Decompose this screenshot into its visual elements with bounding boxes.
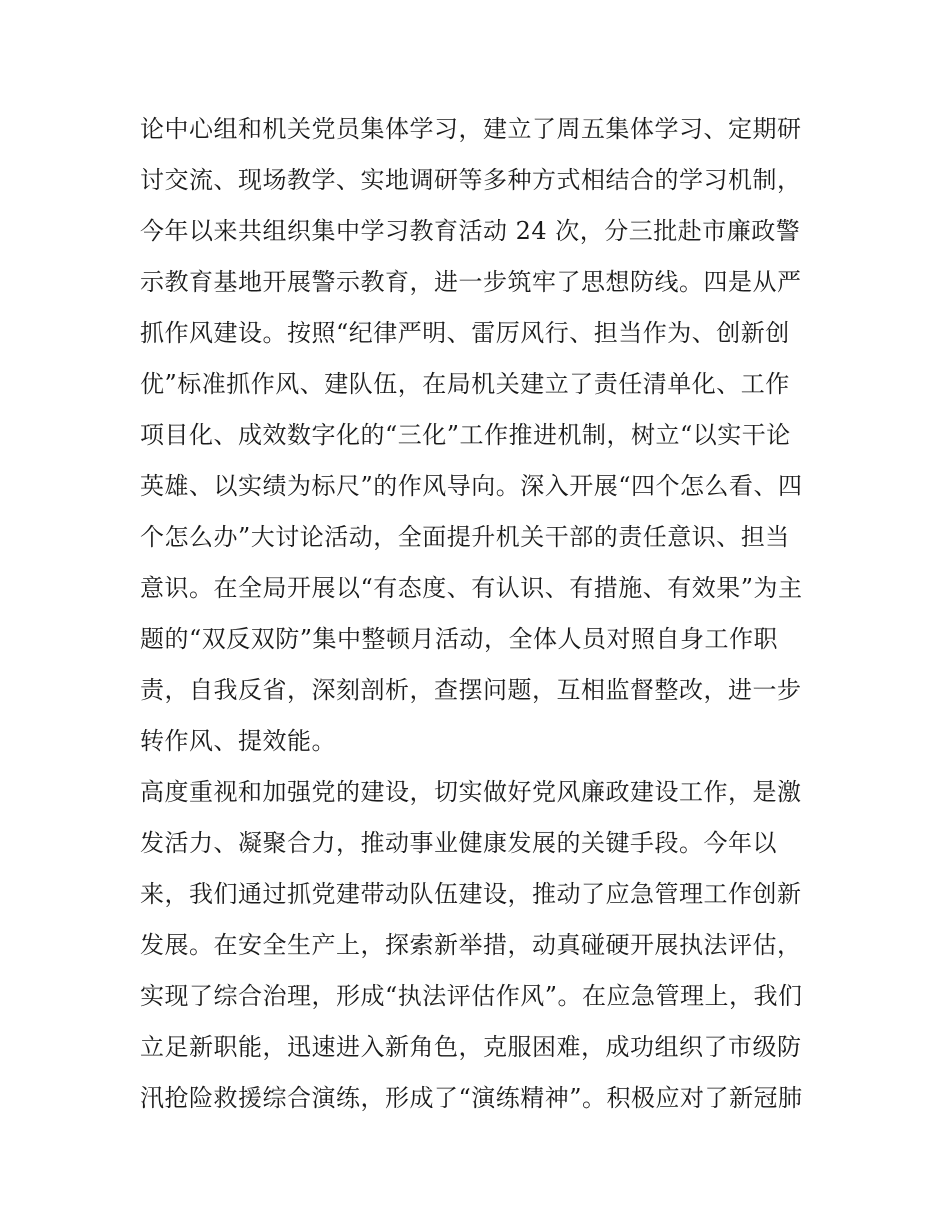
text-line: 高度重视和加强党的建设，切实做好党风廉政建设工作，是激	[140, 778, 802, 806]
text-line: 今年以来共组织集中学习教育活动 24 次，分三批赴市廉政警	[140, 217, 801, 245]
text-line: 转作风、提效能。	[140, 727, 336, 755]
text-line: 实现了综合治理，形成“执法评估作风”。在应急管理上，我们	[140, 982, 803, 1010]
text-line: 项目化、成效数字化的“三化”工作推进机制，树立“以实干论	[140, 421, 791, 449]
text-line: 讨交流、现场教学、实地调研等多种方式相结合的学习机制，	[140, 166, 802, 194]
text-line: 来，我们通过抓党建带动队伍建设，推动了应急管理工作创新	[140, 880, 802, 908]
text-line: 示教育基地开展警示教育，进一步筑牢了思想防线。四是从严	[140, 268, 802, 296]
text-line: 优”标准抓作风、建队伍，在局机关建立了责任清单化、工作	[140, 370, 790, 398]
text-line: 抓作风建设。按照“纪律严明、雷厉风行、担当作为、创新创	[140, 319, 790, 347]
text-line: 个怎么办”大讨论活动，全面提升机关干部的责任意识、担当	[140, 523, 790, 551]
paragraph-1	[140, 104, 820, 767]
text-line: 立足新职能，迅速进入新角色，克服困难，成功组织了市级防	[140, 1033, 802, 1061]
text-line: 责，自我反省，深刻剖析，查摆问题，互相监督整改，进一步	[140, 676, 802, 704]
text-line: 发展。在安全生产上，探索新举措，动真碰硬开展执法评估，	[140, 931, 802, 959]
text-line: 英雄、以实绩为标尺”的作风导向。深入开展“四个怎么看、四	[140, 472, 803, 500]
text-line: 发活力、凝聚合力，推动事业健康发展的关键手段。今年以	[140, 829, 777, 857]
text-line: 汛抢险救援综合演练，形成了“演练精神”。积极应对了新冠肺	[140, 1084, 803, 1112]
text-line: 意识。在全局开展以“有态度、有认识、有措施、有效果”为主	[140, 574, 803, 602]
text-line: 题的“双反双防”集中整顿月活动，全体人员对照自身工作职	[140, 625, 779, 653]
paragraph-2	[140, 767, 820, 1124]
text-line: 论中心组和机关党员集体学习，建立了周五集体学习、定期研	[140, 115, 802, 143]
